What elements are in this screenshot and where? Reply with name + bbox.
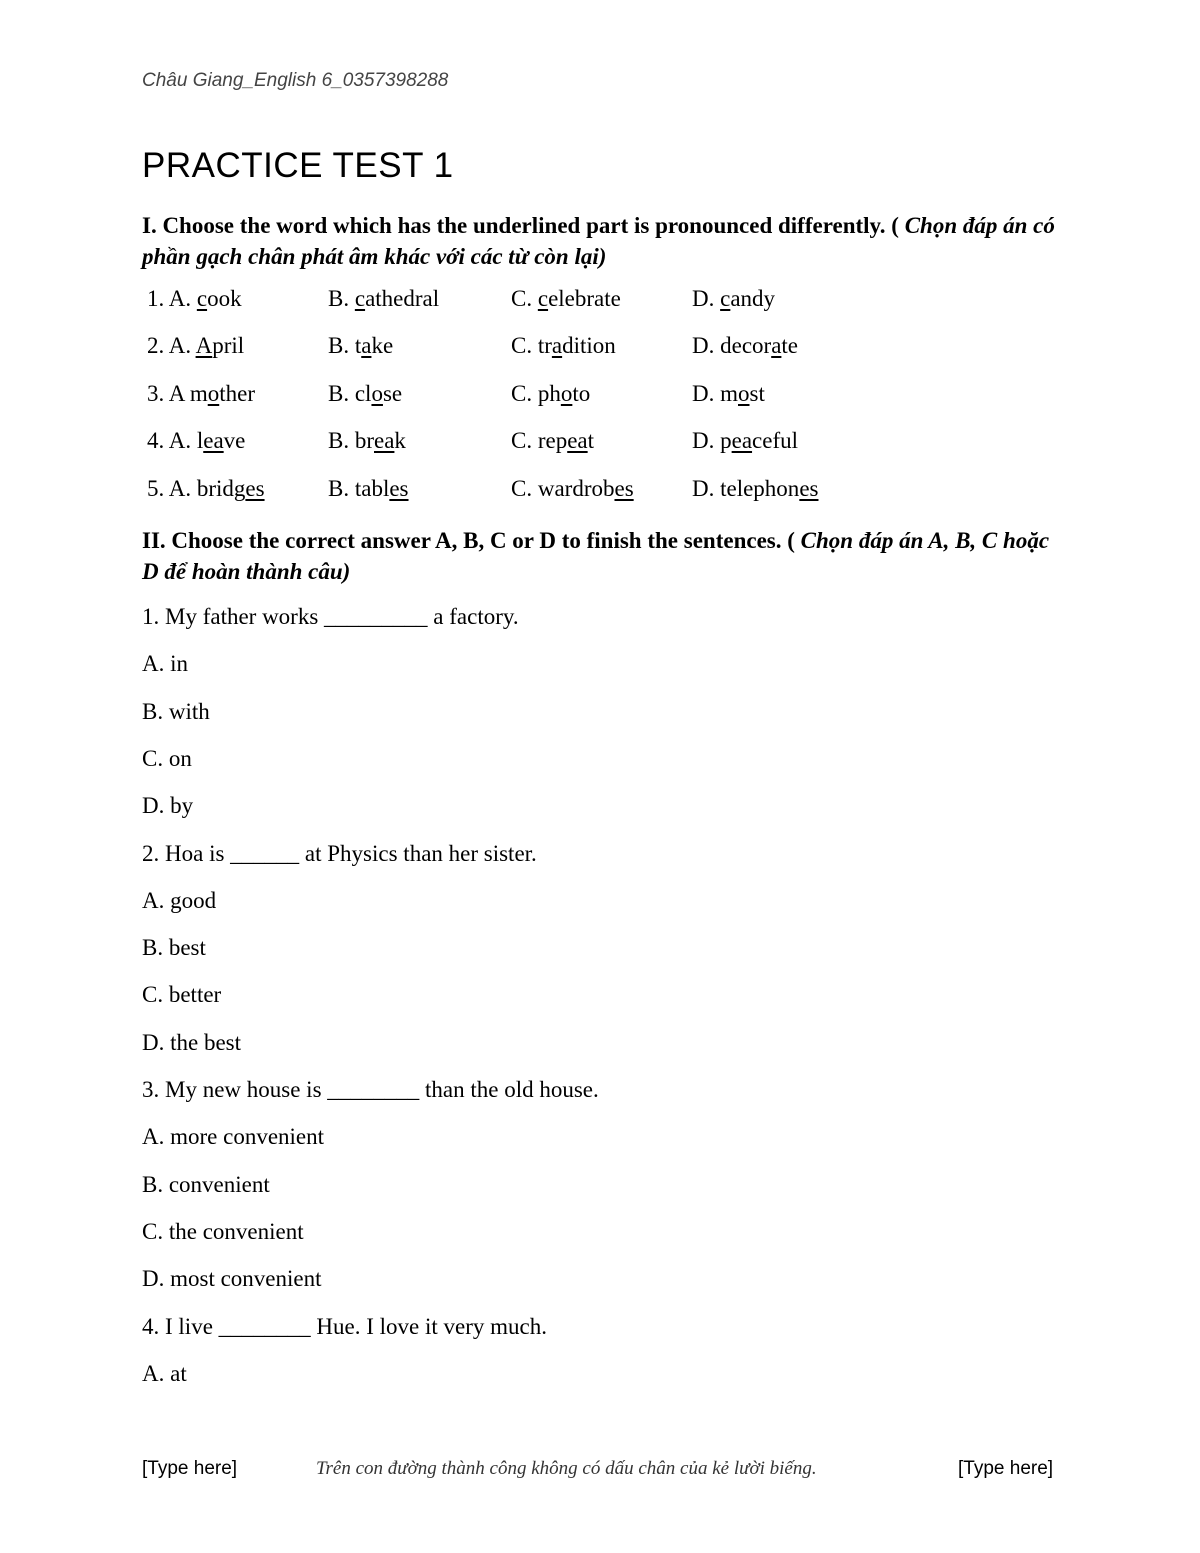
- pronunciation-option: [511, 428, 692, 454]
- pronunciation-row: [147, 476, 892, 523]
- underlined-part: ea: [374, 428, 395, 454]
- option-suffix: ke: [371, 333, 394, 359]
- underlined-part: ea: [567, 428, 588, 454]
- option-prefix: D. m: [692, 380, 738, 406]
- option-prefix: D. p: [692, 428, 732, 454]
- pronunciation-table: [147, 286, 892, 523]
- underlined-part: es: [799, 475, 819, 501]
- underlined-part: es: [245, 475, 265, 501]
- section-2-heading-vi: Chọn đáp án A, B, C hoặc D để hoàn thành câu): [142, 528, 1050, 584]
- pronunciation-option: [692, 333, 892, 359]
- option-prefix: 5. A. bridg: [147, 475, 246, 501]
- option-prefix: 4. A. l: [147, 428, 204, 454]
- option-suffix: ook: [207, 286, 242, 311]
- option-prefix: 2. A.: [147, 333, 196, 359]
- section-2-heading: [142, 525, 1062, 587]
- pronunciation-option: [511, 286, 692, 312]
- pronunciation-option: [328, 333, 511, 359]
- pronunciation-row: [147, 428, 892, 475]
- option-suffix: to: [572, 380, 591, 406]
- section-1-heading: [142, 210, 1062, 272]
- pronunciation-option: [147, 286, 328, 312]
- underlined-part: es: [389, 475, 409, 501]
- option-prefix: D. telephon: [692, 475, 800, 501]
- option-suffix: k: [394, 428, 406, 454]
- option-prefix: B. br: [328, 428, 374, 454]
- option-suffix: st: [749, 380, 765, 406]
- answer-option: D. most convenient: [142, 1266, 322, 1292]
- underlined-part: c: [537, 286, 549, 311]
- option-prefix: C.: [511, 286, 538, 311]
- pronunciation-option: [328, 286, 511, 312]
- section-2-heading-en: II. Choose the correct answer A, B, C or D to finish the sentences. (: [142, 528, 795, 553]
- underlined-part: c: [720, 286, 731, 311]
- pronunciation-row: [147, 333, 892, 380]
- option-suffix: ve: [223, 428, 246, 454]
- section-1-heading-vi: Chọn đáp án có phần gạch chân phát âm khác với các từ còn lại): [142, 213, 1055, 269]
- option-prefix: 3. A m: [147, 380, 208, 406]
- answer-option: A. at: [142, 1360, 187, 1386]
- pronunciation-row: [147, 286, 892, 333]
- option-suffix: se: [382, 380, 403, 406]
- underlined-part: a: [771, 333, 782, 359]
- option-suffix: andy: [730, 286, 776, 311]
- pronunciation-option: [147, 428, 328, 454]
- pronunciation-option: [692, 286, 892, 312]
- pronunciation-option: [692, 428, 892, 454]
- option-suffix: ceful: [752, 428, 799, 454]
- question-stem: 2. Hoa is ______ at Physics than her sister.: [142, 840, 537, 866]
- footer-right: [Type here]: [958, 1458, 1054, 1479]
- option-prefix: B. t: [328, 333, 362, 359]
- underlined-part: o: [738, 380, 750, 406]
- answer-option: B. convenient: [142, 1171, 270, 1197]
- underlined-part: ea: [731, 428, 753, 454]
- option-suffix: elebrate: [548, 286, 621, 311]
- underlined-part: a: [551, 333, 563, 359]
- underlined-part: es: [614, 475, 634, 501]
- pronunciation-option: [328, 428, 511, 454]
- answer-option: B. with: [142, 698, 210, 724]
- answer-option: C. better: [142, 982, 222, 1008]
- option-prefix: C. ph: [511, 380, 561, 406]
- underlined-part: o: [560, 380, 573, 406]
- option-suffix: pril: [212, 333, 245, 359]
- option-suffix: t: [587, 428, 595, 454]
- pronunciation-option: [511, 476, 692, 502]
- pronunciation-option: [328, 476, 511, 502]
- option-prefix: D. decor: [692, 333, 772, 359]
- option-prefix: B. tabl: [328, 475, 390, 501]
- answer-option: C. the convenient: [142, 1218, 304, 1244]
- pronunciation-option: [147, 333, 328, 359]
- footer-left: [Type here]: [142, 1458, 238, 1479]
- underlined-part: a: [361, 333, 372, 359]
- pronunciation-option: [328, 381, 511, 407]
- option-prefix: C. rep: [511, 428, 568, 454]
- option-prefix: C. tr: [511, 333, 552, 359]
- answer-option: D. by: [142, 793, 194, 819]
- pronunciation-row: [147, 381, 892, 428]
- underlined-part: c: [354, 286, 366, 311]
- option-prefix: C. wardrob: [511, 475, 615, 501]
- option-prefix: B.: [328, 286, 355, 311]
- pronunciation-option: [692, 381, 892, 407]
- underlined-part: c: [196, 286, 208, 311]
- pronunciation-option: [511, 381, 692, 407]
- question-stem: 3. My new house is ________ than the old house.: [142, 1077, 599, 1102]
- pronunciation-option: [147, 476, 328, 502]
- option-prefix: B. cl: [328, 380, 372, 406]
- underlined-part: o: [371, 380, 383, 406]
- underlined-part: A: [195, 333, 213, 359]
- section-1-heading-en: I. Choose the word which has the underlined part is pronounced differently. (: [142, 213, 899, 238]
- option-suffix: athedral: [365, 286, 440, 311]
- page-title: PRACTICE TEST 1: [142, 146, 454, 185]
- question-stem: 4. I live ________ Hue. I love it very much.: [142, 1313, 547, 1339]
- option-prefix: 1. A.: [147, 286, 197, 311]
- answer-option: A. in: [142, 651, 188, 677]
- underlined-part: ea: [203, 428, 224, 454]
- answer-option: C. on: [142, 745, 192, 771]
- option-suffix: ther: [219, 380, 255, 406]
- answer-option: A. more convenient: [142, 1124, 325, 1150]
- footer-center: Trên con đường thành công không có dấu chân của kẻ lười biếng.: [316, 1458, 817, 1479]
- pronunciation-option: [692, 476, 892, 502]
- option-suffix: dition: [562, 333, 616, 359]
- question-stem: 1. My father works _________ a factory.: [142, 604, 519, 629]
- answer-option: D. the best: [142, 1029, 242, 1055]
- option-suffix: te: [781, 333, 799, 359]
- pronunciation-option: [147, 381, 328, 407]
- answer-option: A. good: [142, 887, 217, 913]
- page-header: Châu Giang_English 6_0357398288: [142, 70, 449, 91]
- pronunciation-option: [511, 333, 692, 359]
- answer-option: B. best: [142, 935, 206, 961]
- underlined-part: o: [207, 380, 220, 406]
- option-prefix: D.: [692, 286, 721, 311]
